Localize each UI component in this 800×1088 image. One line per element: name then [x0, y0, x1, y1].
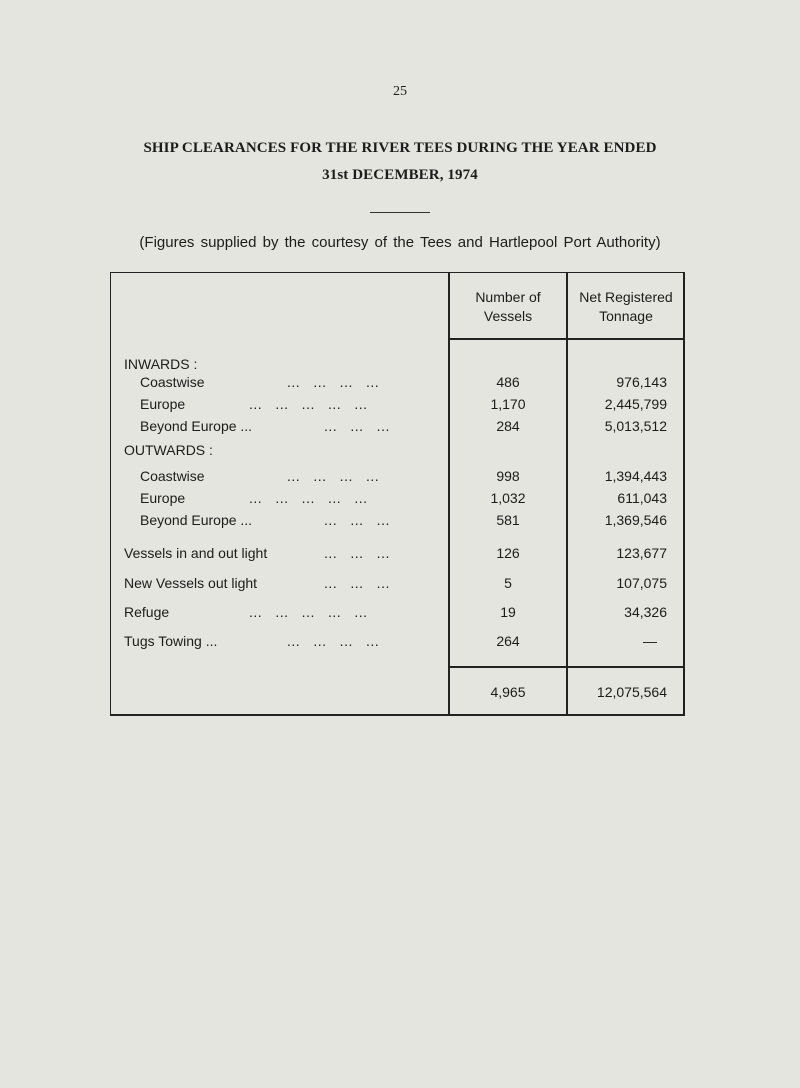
row-leader-dots: ... ... ... ... [287, 374, 380, 390]
row-tonnage: 5,013,512 [604, 418, 667, 434]
row-label: Beyond Europe ... [140, 512, 253, 528]
title-divider [370, 212, 430, 213]
header-tonnage-line-2: Tonnage [599, 308, 653, 324]
row-label: Beyond Europe ... [140, 418, 253, 434]
total-vessels: 4,965 [490, 684, 526, 700]
row-leader-dots: ... ... ... [324, 418, 390, 434]
row-label: Tugs Towing ... [124, 633, 218, 649]
total-tonnage: 12,075,564 [596, 684, 667, 700]
row-label: Europe [140, 396, 186, 412]
row-leader-dots: ... ... ... ... ... [249, 490, 368, 506]
row-tonnage: 107,075 [616, 575, 667, 591]
row-label: Refuge [124, 604, 170, 620]
header-vessels [449, 288, 567, 326]
row-tonnage: 1,394,443 [604, 468, 667, 484]
row-label: Vessels in and out light [124, 545, 268, 561]
row-tonnage: 123,677 [616, 545, 667, 561]
row-tonnage: 2,445,799 [604, 396, 667, 412]
row-leader-dots: ... ... ... ... [287, 468, 380, 484]
source-note: (Figures supplied by the courtesy of the Tees and Hartlepool Port Authority) [139, 234, 661, 251]
row-leader-dots: ... ... ... ... ... [249, 604, 368, 620]
row-leader-dots: ... ... ... [324, 575, 390, 591]
row-tonnage: 976,143 [616, 374, 667, 390]
row-vessels: 19 [500, 604, 516, 620]
row-vessels: 5 [504, 575, 512, 591]
page-number: 25 [393, 84, 407, 99]
header-tonnage [567, 288, 685, 326]
page-title-line-2: 31st DECEMBER, 1974 [322, 167, 478, 183]
row-tonnage: 1,369,546 [604, 512, 667, 528]
row-vessels: 1,170 [490, 396, 526, 412]
row-tonnage: — [643, 633, 657, 649]
row-label: Europe [140, 490, 186, 506]
header-vessels-line-1: Number of [475, 289, 541, 305]
row-vessels: 1,032 [490, 490, 526, 506]
header-rule [448, 338, 684, 340]
row-label: New Vessels out light [124, 575, 258, 591]
outwards-heading: OUTWARDS : [124, 442, 213, 458]
row-vessels: 264 [496, 633, 520, 649]
row-label: Coastwise [140, 468, 205, 484]
row-leader-dots: ... ... ... [324, 545, 390, 561]
row-vessels: 284 [496, 418, 520, 434]
row-leader-dots: ... ... ... ... ... [249, 396, 368, 412]
header-tonnage-line-1: Net Registered [579, 289, 673, 305]
page-title-line-1: SHIP CLEARANCES FOR THE RIVER TEES DURING THE YEAR ENDED [143, 140, 657, 156]
row-tonnage: 34,326 [624, 604, 667, 620]
row-vessels: 998 [496, 468, 520, 484]
inwards-heading: INWARDS : [124, 356, 198, 372]
row-tonnage: 611,043 [617, 490, 667, 506]
row-vessels: 581 [496, 512, 520, 528]
row-leader-dots: ... ... ... [324, 512, 390, 528]
row-label: Coastwise [140, 374, 205, 390]
header-vessels-line-2: Vessels [483, 308, 533, 324]
totals-rule [448, 666, 684, 668]
row-vessels: 126 [496, 545, 520, 561]
row-leader-dots: ... ... ... ... [287, 633, 380, 649]
row-vessels: 486 [496, 374, 520, 390]
